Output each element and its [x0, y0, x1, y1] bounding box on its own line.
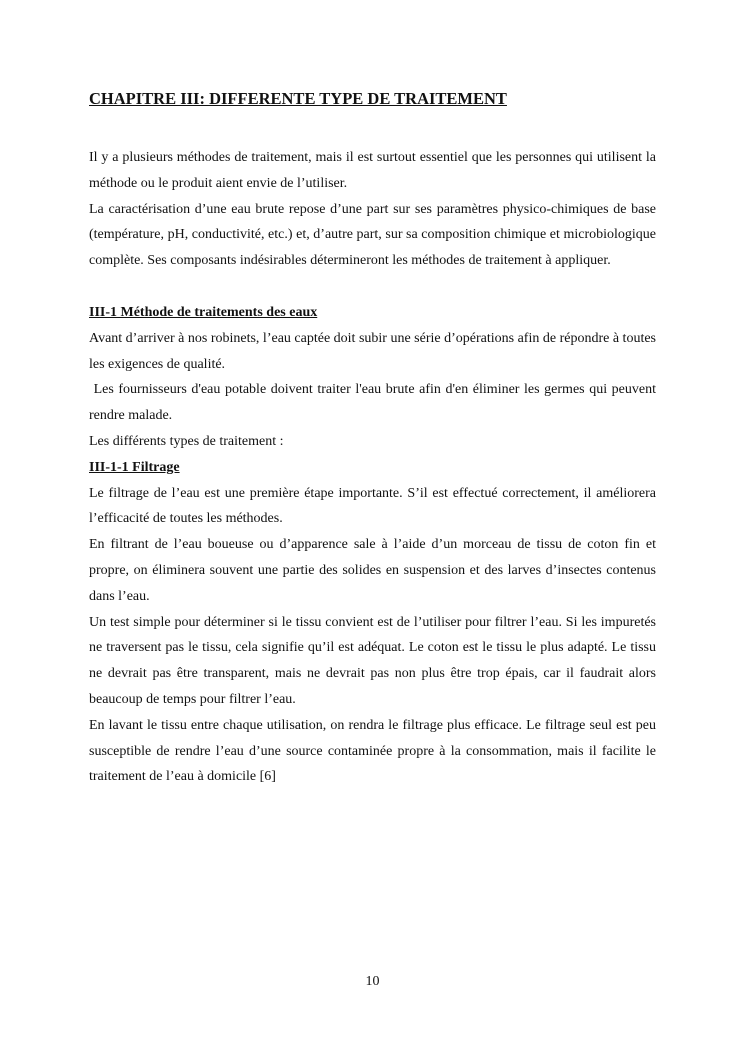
- section-paragraph: Avant d’arriver à nos robinets, l’eau captée doit subir une série d’opérations afin de répondre à toutes les exigences de qualité.: [89, 330, 656, 372]
- subsection-paragraph: En lavant le tissu entre chaque utilisation, on rendra le filtrage plus efficace. Le filtrage seul est peu susceptible de rendre l’eau d’une source contaminée propre à la consommation, mais il facilite le traitement de l’eau à domicile [6]: [89, 717, 656, 785]
- page-content: [89, 87, 660, 790]
- section-paragraph: Les différents types de traitement :: [89, 433, 284, 449]
- subsection-paragraph: Un test simple pour déterminer si le tissu convient est de l’utiliser pour filtrer l’eau. Si les impuretés ne traversent pas le tissu, cela signifie qu’il est adéquat. Le coton est le tissu le plus adapté. Le tissu ne devrait pas être transparent, mais ne devrait pas non plus être trop épais, car il faudrait alors beaucoup de temps pour filtrer l’eau.: [89, 614, 656, 707]
- spacer: [89, 111, 656, 145]
- subsection-paragraph: Le filtrage de l’eau est une première étape importante. S’il est effectué correctement, il améliorera l’efficacité de toutes les méthodes.: [89, 485, 656, 527]
- intro-paragraph: La caractérisation d’une eau brute repose d’une part sur ses paramètres physico-chimiques de base (température, pH, conductivité, etc.) et, d’autre part, sur sa composition chimique et microbiologique complète. Ses composants indésirables détermineront les méthodes de traitement à appliquer.: [89, 201, 656, 269]
- section-heading: III-1 Méthode de traitements des eaux: [89, 304, 318, 320]
- subsection-heading: III-1-1 Filtrage: [89, 459, 180, 475]
- subsection-paragraph: En filtrant de l’eau boueuse ou d’apparence sale à l’aide d’un morceau de tissu de coton fin et propre, on éliminera souvent une partie des solides en suspension et des larves d’insectes contenus dans l’eau.: [89, 537, 656, 604]
- section-paragraph: Les fournisseurs d'eau potable doivent traiter l'eau brute afin d'en éliminer les germes qui peuvent rendre malade.: [89, 382, 660, 424]
- chapter-title: CHAPITRE III: DIFFERENTE TYPE DE TRAITEMENT: [89, 89, 507, 108]
- page-number: 10: [365, 974, 380, 989]
- intro-paragraph: Il y a plusieurs méthodes de traitement, mais il est surtout essentiel que les personnes qui utilisent la méthode ou le produit aient envie de l’utiliser.: [89, 150, 656, 191]
- spacer: [89, 274, 656, 300]
